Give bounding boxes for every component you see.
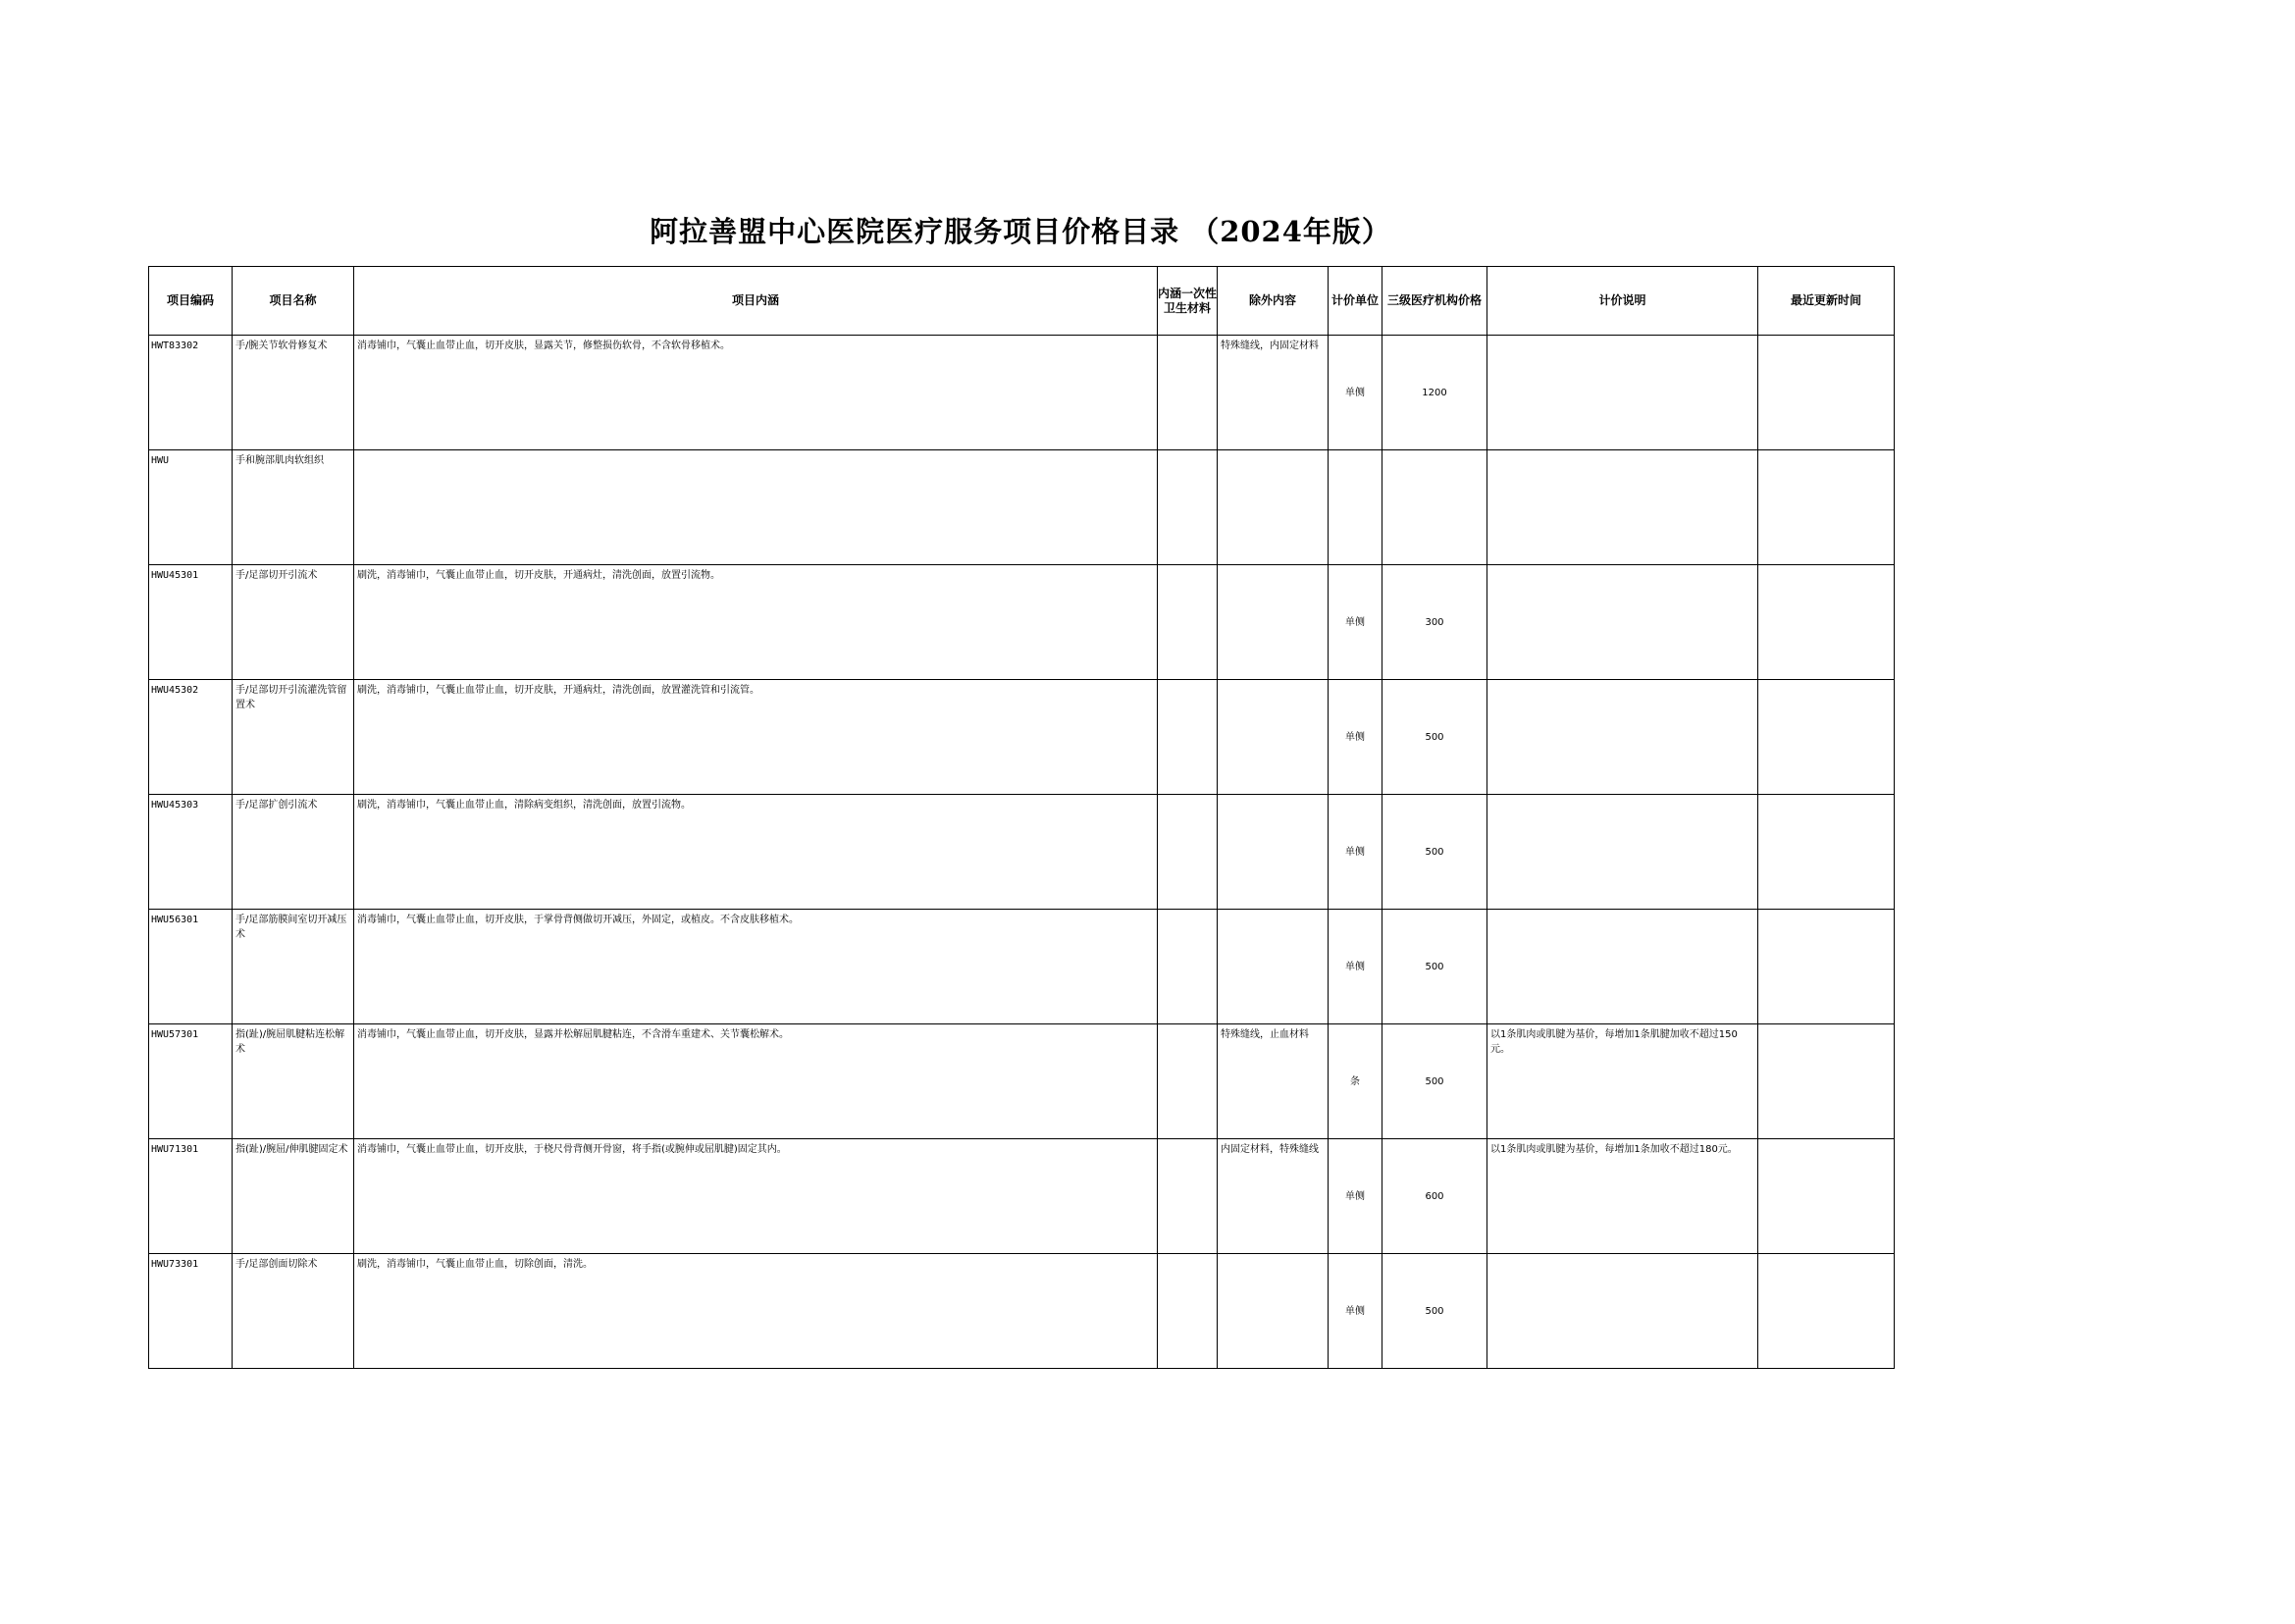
item-updated-cell [1758, 565, 1895, 680]
table-row [149, 1254, 1895, 1369]
table-header-row [149, 267, 1895, 336]
header-content: 项目内涵 [354, 267, 1158, 336]
table-row [149, 795, 1895, 910]
item-content-cell: 刷洗，消毒铺巾，气囊止血带止血，切开皮肤，开通病灶，清洗创面，放置灌洗管和引流管。 [354, 680, 1158, 795]
item-code-cell: HWU73301 [149, 1254, 233, 1369]
item-code-cell: HWU45301 [149, 565, 233, 680]
table-row [149, 910, 1895, 1024]
item-material-cell [1158, 450, 1218, 565]
header-updated: 最近更新时间 [1758, 267, 1895, 336]
header-unit: 计价单位 [1329, 267, 1382, 336]
item-exclude-cell: 特殊缝线，止血材料 [1218, 1024, 1329, 1139]
item-name-cell: 手/足部扩创引流术 [233, 795, 354, 910]
item-name-cell: 手和腕部肌肉软组织 [233, 450, 354, 565]
header-code: 项目编码 [149, 267, 233, 336]
table-row [149, 680, 1895, 795]
header-material: 内涵一次性卫生材料 [1158, 267, 1218, 336]
item-code-cell: HWU [149, 450, 233, 565]
item-note-cell [1487, 450, 1758, 565]
item-content-cell [354, 450, 1158, 565]
item-unit-cell: 单侧 [1329, 795, 1382, 910]
item-exclude-cell [1218, 680, 1329, 795]
item-material-cell [1158, 1024, 1218, 1139]
item-updated-cell [1758, 795, 1895, 910]
table-row [149, 336, 1895, 450]
header-name: 项目名称 [233, 267, 354, 336]
price-table [148, 266, 1895, 1369]
item-price-cell: 500 [1382, 680, 1487, 795]
item-exclude-cell [1218, 910, 1329, 1024]
document-title: 阿拉善盟中心医院医疗服务项目价格目录 （2024年版） [650, 215, 1391, 248]
item-code-cell: HWU71301 [149, 1139, 233, 1254]
item-name-cell: 手/足部切开引流术 [233, 565, 354, 680]
item-note-cell [1487, 336, 1758, 450]
item-name-cell: 手/足部筋膜间室切开减压术 [233, 910, 354, 1024]
item-name-cell: 手/腕关节软骨修复术 [233, 336, 354, 450]
item-updated-cell [1758, 1254, 1895, 1369]
item-material-cell [1158, 910, 1218, 1024]
item-code-cell: HWT83302 [149, 336, 233, 450]
item-price-cell: 500 [1382, 1024, 1487, 1139]
item-material-cell [1158, 1139, 1218, 1254]
item-unit-cell: 条 [1329, 1024, 1382, 1139]
header-price: 三级医疗机构价格 [1382, 267, 1487, 336]
item-code-cell: HWU56301 [149, 910, 233, 1024]
item-updated-cell [1758, 1139, 1895, 1254]
item-exclude-cell [1218, 565, 1329, 680]
item-name-cell: 指(趾)/腕屈/伸肌腱固定术 [233, 1139, 354, 1254]
item-unit-cell [1329, 450, 1382, 565]
header-exclude: 除外内容 [1218, 267, 1329, 336]
item-unit-cell: 单侧 [1329, 1139, 1382, 1254]
header-note: 计价说明 [1487, 267, 1758, 336]
item-price-cell: 600 [1382, 1139, 1487, 1254]
item-content-cell: 刷洗，消毒铺巾，气囊止血带止血，清除病变组织，清洗创面，放置引流物。 [354, 795, 1158, 910]
item-material-cell [1158, 565, 1218, 680]
item-unit-cell: 单侧 [1329, 1254, 1382, 1369]
table-row [149, 1024, 1895, 1139]
item-note-cell: 以1条肌肉或肌腱为基价，每增加1条肌腱加收不超过150元。 [1487, 1024, 1758, 1139]
item-note-cell: 以1条肌肉或肌腱为基价，每增加1条加收不超过180元。 [1487, 1139, 1758, 1254]
item-unit-cell: 单侧 [1329, 910, 1382, 1024]
item-price-cell: 300 [1382, 565, 1487, 680]
item-note-cell [1487, 565, 1758, 680]
item-note-cell [1487, 1254, 1758, 1369]
table-row [149, 450, 1895, 565]
item-name-cell: 手/足部切开引流灌洗管留置术 [233, 680, 354, 795]
item-price-cell [1382, 450, 1487, 565]
item-price-cell: 500 [1382, 910, 1487, 1024]
item-updated-cell [1758, 680, 1895, 795]
item-price-cell: 500 [1382, 1254, 1487, 1369]
item-material-cell [1158, 795, 1218, 910]
item-updated-cell [1758, 1024, 1895, 1139]
item-code-cell: HWU45303 [149, 795, 233, 910]
item-unit-cell: 单侧 [1329, 565, 1382, 680]
table-row [149, 1139, 1895, 1254]
item-exclude-cell [1218, 1254, 1329, 1369]
item-content-cell: 消毒铺巾，气囊止血带止血，切开皮肤，于掌骨背侧做切开减压，外固定，或植皮。不含皮肤移植术。 [354, 910, 1158, 1024]
item-price-cell: 1200 [1382, 336, 1487, 450]
item-price-cell: 500 [1382, 795, 1487, 910]
item-material-cell [1158, 680, 1218, 795]
item-unit-cell: 单侧 [1329, 336, 1382, 450]
item-note-cell [1487, 795, 1758, 910]
item-note-cell [1487, 910, 1758, 1024]
item-updated-cell [1758, 910, 1895, 1024]
table-body [149, 336, 1895, 1369]
item-code-cell: HWU45302 [149, 680, 233, 795]
item-unit-cell: 单侧 [1329, 680, 1382, 795]
item-name-cell: 手/足部创面切除术 [233, 1254, 354, 1369]
item-exclude-cell [1218, 795, 1329, 910]
item-exclude-cell [1218, 450, 1329, 565]
item-content-cell: 刷洗，消毒铺巾，气囊止血带止血，切除创面，清洗。 [354, 1254, 1158, 1369]
item-name-cell: 指(趾)/腕屈肌腱粘连松解术 [233, 1024, 354, 1139]
item-material-cell [1158, 1254, 1218, 1369]
item-content-cell: 刷洗，消毒铺巾，气囊止血带止血，切开皮肤，开通病灶，清洗创面，放置引流物。 [354, 565, 1158, 680]
item-content-cell: 消毒铺巾，气囊止血带止血，切开皮肤，显露关节，修整损伤软骨，不含软骨移植术。 [354, 336, 1158, 450]
item-material-cell [1158, 336, 1218, 450]
item-note-cell [1487, 680, 1758, 795]
table-row [149, 565, 1895, 680]
item-exclude-cell: 特殊缝线，内固定材料 [1218, 336, 1329, 450]
item-updated-cell [1758, 450, 1895, 565]
item-content-cell: 消毒铺巾，气囊止血带止血，切开皮肤，于桡尺骨背侧开骨窗，将手指(或腕伸或屈肌腱)固定其内。 [354, 1139, 1158, 1254]
item-content-cell: 消毒铺巾，气囊止血带止血，切开皮肤，显露并松解屈肌腱粘连，不含滑车重建术、关节囊松解术。 [354, 1024, 1158, 1139]
item-updated-cell [1758, 336, 1895, 450]
item-exclude-cell: 内固定材料，特殊缝线 [1218, 1139, 1329, 1254]
item-code-cell: HWU57301 [149, 1024, 233, 1139]
